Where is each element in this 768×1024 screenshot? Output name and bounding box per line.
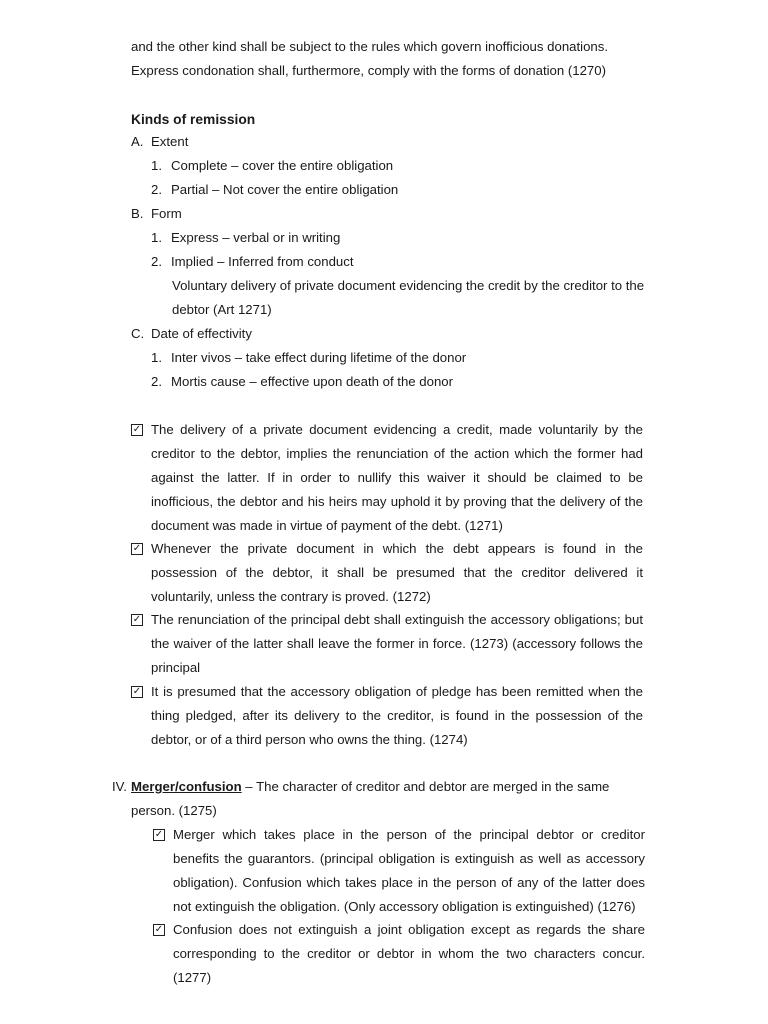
- section-heading: Kinds of remission: [131, 112, 256, 127]
- checked-box-icon: ✓: [132, 543, 142, 554]
- checklist-item: ✓ Confusion does not extinguish a joint obligation except as regards the share corresponding to the creditor or debtor in whom the two characters concur. (1277): [154, 922, 645, 985]
- roman-section-iv: IV. Merger/confusion – The character of creditor and debtor are merged in the same person. (1275): [112, 775, 660, 823]
- list-item: 1. Complete – cover the entire obligation: [151, 158, 394, 173]
- section-c-title: C. Date of effectivity: [131, 326, 252, 341]
- checklist-item: ✓ It is presumed that the accessory obligation of pledge has been remitted when the thing pledged, after its delivery to the creditor, is found in the possession of the debtor, or of a third person who owns the thing. (1274): [132, 684, 643, 747]
- intro-line-1: and the other kind shall be subject to the rules which govern inofficious donations.: [131, 39, 609, 54]
- section-a-title: A. Extent: [131, 134, 189, 149]
- checklist-item: ✓ The delivery of a private document evidencing a credit, made voluntarily by the creditor to the debtor, implies the renunciation of the action which the former had against the latter. If in order to nullify this waiver it should be claimed to be inofficious, the debtor and his heirs may uphold it by proving that the delivery of the document was made in virtue of payment of the debt. (1271): [132, 422, 643, 533]
- list-item: 1. Inter vivos – take effect during lifetime of the donor: [151, 350, 467, 365]
- checked-box-icon: ✓: [154, 924, 164, 935]
- form-note: Voluntary delivery of private document evidencing the credit by the creditor to the debtor (Art 1271): [172, 278, 645, 317]
- roman-numeral: IV.: [112, 779, 127, 794]
- section-b-title: B. Form: [131, 206, 182, 221]
- list-item: 2. Partial – Not cover the entire obligation: [151, 182, 399, 197]
- checklist-item: ✓ Whenever the private document in which the debt appears is found in the possession of the debtor, it shall be presumed that the creditor delivered it voluntarily, unless the contrary is proved. (1272): [132, 541, 643, 604]
- checked-box-icon: ✓: [132, 686, 142, 697]
- checked-box-icon: ✓: [132, 614, 142, 625]
- checklist-item: ✓ Merger which takes place in the person of the principal debtor or creditor benefits the guarantors. (principal obligation is extinguish as well as accessory obligation). Confusion which takes place in the person of any of the latter does not extinguish the obligation. (Only accessory obligation is extinguished) (1276): [154, 827, 645, 914]
- merger-term: Merger/confusion: [131, 779, 242, 794]
- checked-box-icon: ✓: [132, 424, 142, 435]
- intro-paragraph: [131, 35, 661, 83]
- checked-box-icon: ✓: [154, 829, 164, 840]
- list-item: 1. Express – verbal or in writing: [151, 230, 341, 245]
- list-item: 2. Mortis cause – effective upon death of the donor: [151, 374, 454, 389]
- checklist-item: ✓ The renunciation of the principal debt shall extinguish the accessory obligations; but the waiver of the latter shall leave the former in force. (1273) (accessory follows the principal: [132, 612, 643, 675]
- list-item: 2. Implied – Inferred from conduct: [151, 254, 354, 269]
- intro-line-2: Express condonation shall, furthermore, comply with the forms of donation (1270): [131, 63, 606, 78]
